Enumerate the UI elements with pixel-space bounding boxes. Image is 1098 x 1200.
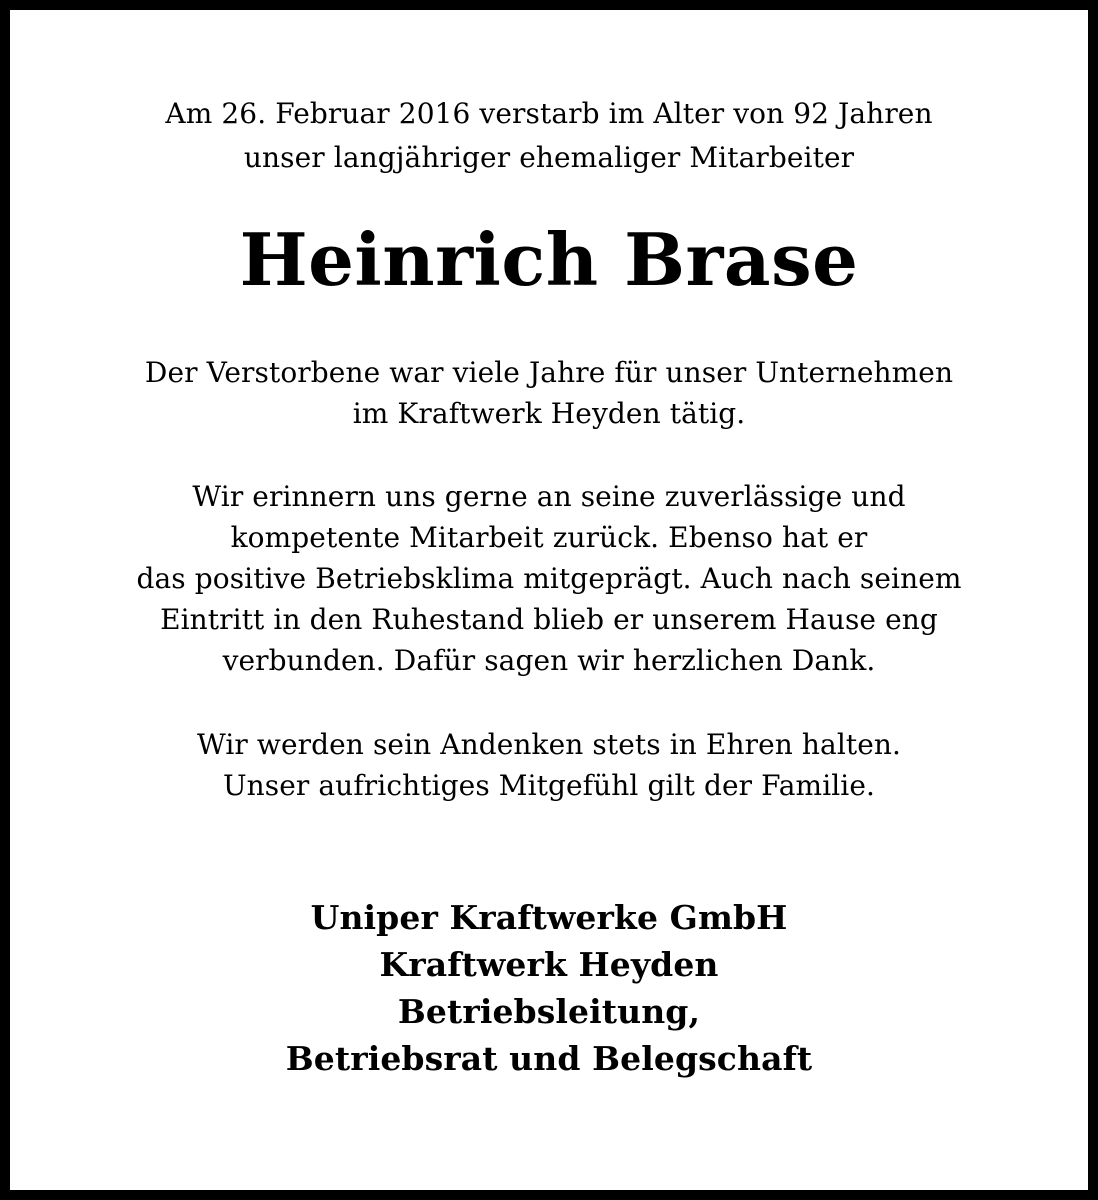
signature-company: Uniper Kraftwerke GmbH: [310, 898, 788, 937]
deceased-name: Heinrich Brase: [239, 217, 859, 302]
paragraph-line: im Kraftwerk Heyden tätig.: [352, 397, 746, 430]
paragraph-line: verbunden. Dafür sagen wir herzlichen Dank.: [222, 644, 876, 677]
signature-block: [10, 894, 1088, 1082]
intro-line: unser langjähriger ehemaliger Mitarbeiter: [243, 141, 855, 174]
paragraph-line: Unser aufrichtiges Mitgefühl gilt der Familie.: [222, 769, 876, 802]
paragraph-line: Wir werden sein Andenken stets in Ehren halten.: [196, 728, 902, 761]
signature-staff: Betriebsrat und Belegschaft: [285, 1039, 813, 1078]
paragraph-career: [10, 352, 1088, 434]
paragraph-line: Wir erinnern uns gerne an seine zuverlässige und: [192, 480, 906, 513]
paragraph-line: kompetente Mitarbeit zurück. Ebenso hat er: [230, 521, 868, 554]
signature-management: Betriebsleitung,: [397, 992, 701, 1031]
paragraph-line: Eintritt in den Ruhestand blieb er unserem Hause eng: [160, 603, 938, 636]
paragraph-remembrance: [10, 476, 1088, 681]
paragraph-line: das positive Betriebsklima mitgeprägt. Auch nach seinem: [136, 562, 962, 595]
paragraph-condolence: [10, 724, 1088, 806]
paragraph-line: Der Verstorbene war viele Jahre für unser Unternehmen: [144, 356, 954, 389]
obituary-notice: [10, 10, 1088, 1082]
intro-line: Am 26. Februar 2016 verstarb im Alter von 92 Jahren: [165, 97, 933, 130]
signature-site: Kraftwerk Heyden: [379, 945, 719, 984]
intro-text: [10, 92, 1088, 180]
